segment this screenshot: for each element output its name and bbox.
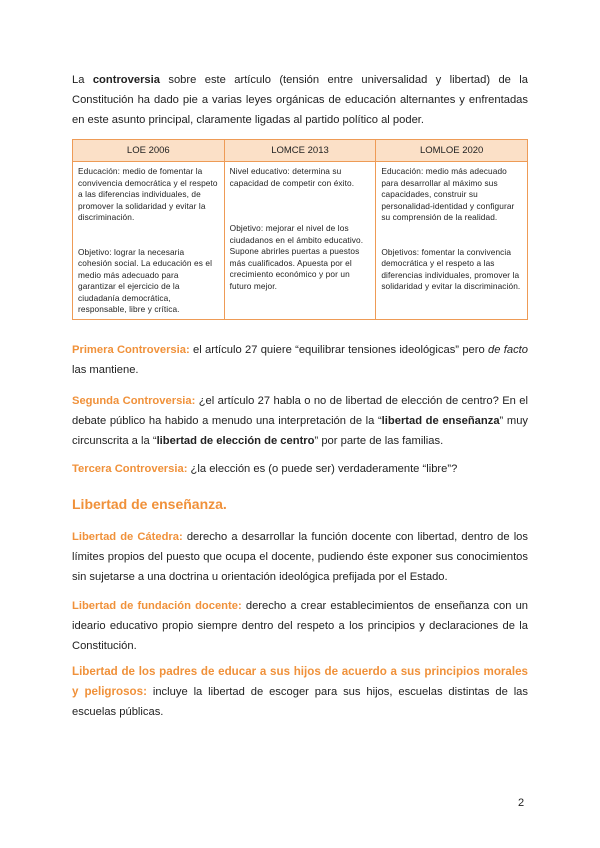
- first-controversy: [72, 340, 528, 380]
- libertad-fundacion-text: derecho a crear establecimientos de enseñanza con un ideario educativo propio siempre dentro del respeto a los principios y declaraciones de la Constitución.: [72, 600, 529, 652]
- libertad-catedra-label: Libertad de Cátedra:: [72, 531, 183, 543]
- libertad-padres-paragraph: [72, 662, 528, 722]
- first-controversy-text: las mantiene.: [72, 364, 139, 376]
- libertad-catedra-text: derecho a desarrollar la función docente con libertad, dentro de los límites propios del puesto que ocupa el docente, pudiendo éste exponer sus conocimientos sin sujetarse a una doctrina u orientación ideológica prefijada por el Estado.: [72, 531, 528, 583]
- header-lomloe: LOMLOE 2020: [376, 140, 528, 162]
- header-lomce: LOMCE 2013: [224, 140, 376, 162]
- cell-loe: [73, 162, 225, 320]
- third-controversy: [72, 459, 528, 479]
- libertad-catedra-paragraph: [72, 527, 528, 587]
- libertad-eleccion-term: libertad de elección de centro: [156, 435, 315, 447]
- intro-bold-term: controversia: [92, 74, 160, 86]
- first-controversy-italic: de facto: [488, 344, 529, 356]
- libertad-padres-label: Libertad de los padres de educar a sus hijos de acuerdo a sus principios morales y peligrosos:: [72, 665, 528, 698]
- intro-text: sobre este artículo (tensión entre universalidad y libertad) de la Constitución ha dado pie a varias leyes orgánicas de educación alternantes y enfrentadas en este asunto principal, claramente ligadas al partido político al poder.: [72, 74, 528, 126]
- third-controversy-label: Tercera Controversia:: [72, 463, 188, 475]
- second-controversy-text: ” por parte de las familias.: [314, 435, 444, 447]
- cell-lomloe: [376, 162, 528, 320]
- first-controversy-label: Primera Controversia:: [72, 344, 190, 356]
- second-controversy-label: Segunda Controversia:: [72, 395, 196, 407]
- intro-paragraph: [72, 70, 528, 130]
- lomce-objective: Objetivo: mejorar el nivel de los ciudadanos en el ámbito educativo. Supone abrirles puertas a puestos más cualificados. Apuesta por el crecimiento económico y por un futuro mejor.: [229, 223, 364, 291]
- table-header-row: [73, 140, 528, 162]
- libertad-ensenanza-term: libertad de enseñanza: [381, 415, 500, 427]
- header-loe: LOE 2006: [73, 140, 225, 162]
- second-controversy-text: ” muy circunscrita a la “: [72, 415, 529, 447]
- libertad-padres-text: incluye la libertad de escoger para sus hijos, escuelas distintas de las escuelas públicas.: [72, 686, 528, 718]
- cell-lomce: [224, 162, 376, 320]
- second-controversy: [72, 391, 528, 451]
- lomce-education: Nivel educativo: determina su capacidad de competir con éxito.: [229, 166, 355, 188]
- third-controversy-text: ¿la elección es (o puede ser) verdaderamente “libre”?: [187, 463, 458, 475]
- libertad-fundacion-paragraph: [72, 596, 528, 656]
- loe-education: Educación: medio de fomentar la convivencia democrática y el respeto a las diferencias individuales, de promover la solidaridad y evitar la discriminación.: [78, 166, 218, 222]
- libertad-fundacion-label: Libertad de fundación docente:: [72, 600, 242, 612]
- second-controversy-text: ¿el artículo 27 habla o no de libertad de elección de centro? En el debate público ha habido a menudo una interpretación de la “: [72, 395, 528, 427]
- intro-text: La: [72, 74, 93, 86]
- section-heading: Libertad de enseñanza.: [72, 496, 227, 512]
- lomloe-objective: Objetivos: fomentar la convivencia democrática y el respeto a las diferencias individuales, promover la solidaridad y evitar la discriminación.: [381, 246, 521, 291]
- laws-comparison-table: [72, 139, 528, 320]
- table-row: [73, 162, 528, 320]
- page-number: 2: [518, 797, 525, 809]
- lomloe-education: Educación: medio más adecuado para desarrollar al máximo sus capacidades, construir su personalidad-identidad y configurar su comprensión de la realidad.: [381, 166, 515, 222]
- first-controversy-text: el artículo 27 quiere “equilibrar tensiones ideológicas” pero: [189, 344, 489, 356]
- loe-objective: Objetivo: lograr la necesaria cohesión social. La educación es el medio más adecuado para garantizar el ejercicio de la ciudadanía democrática, responsable, libre y crítica.: [78, 246, 213, 314]
